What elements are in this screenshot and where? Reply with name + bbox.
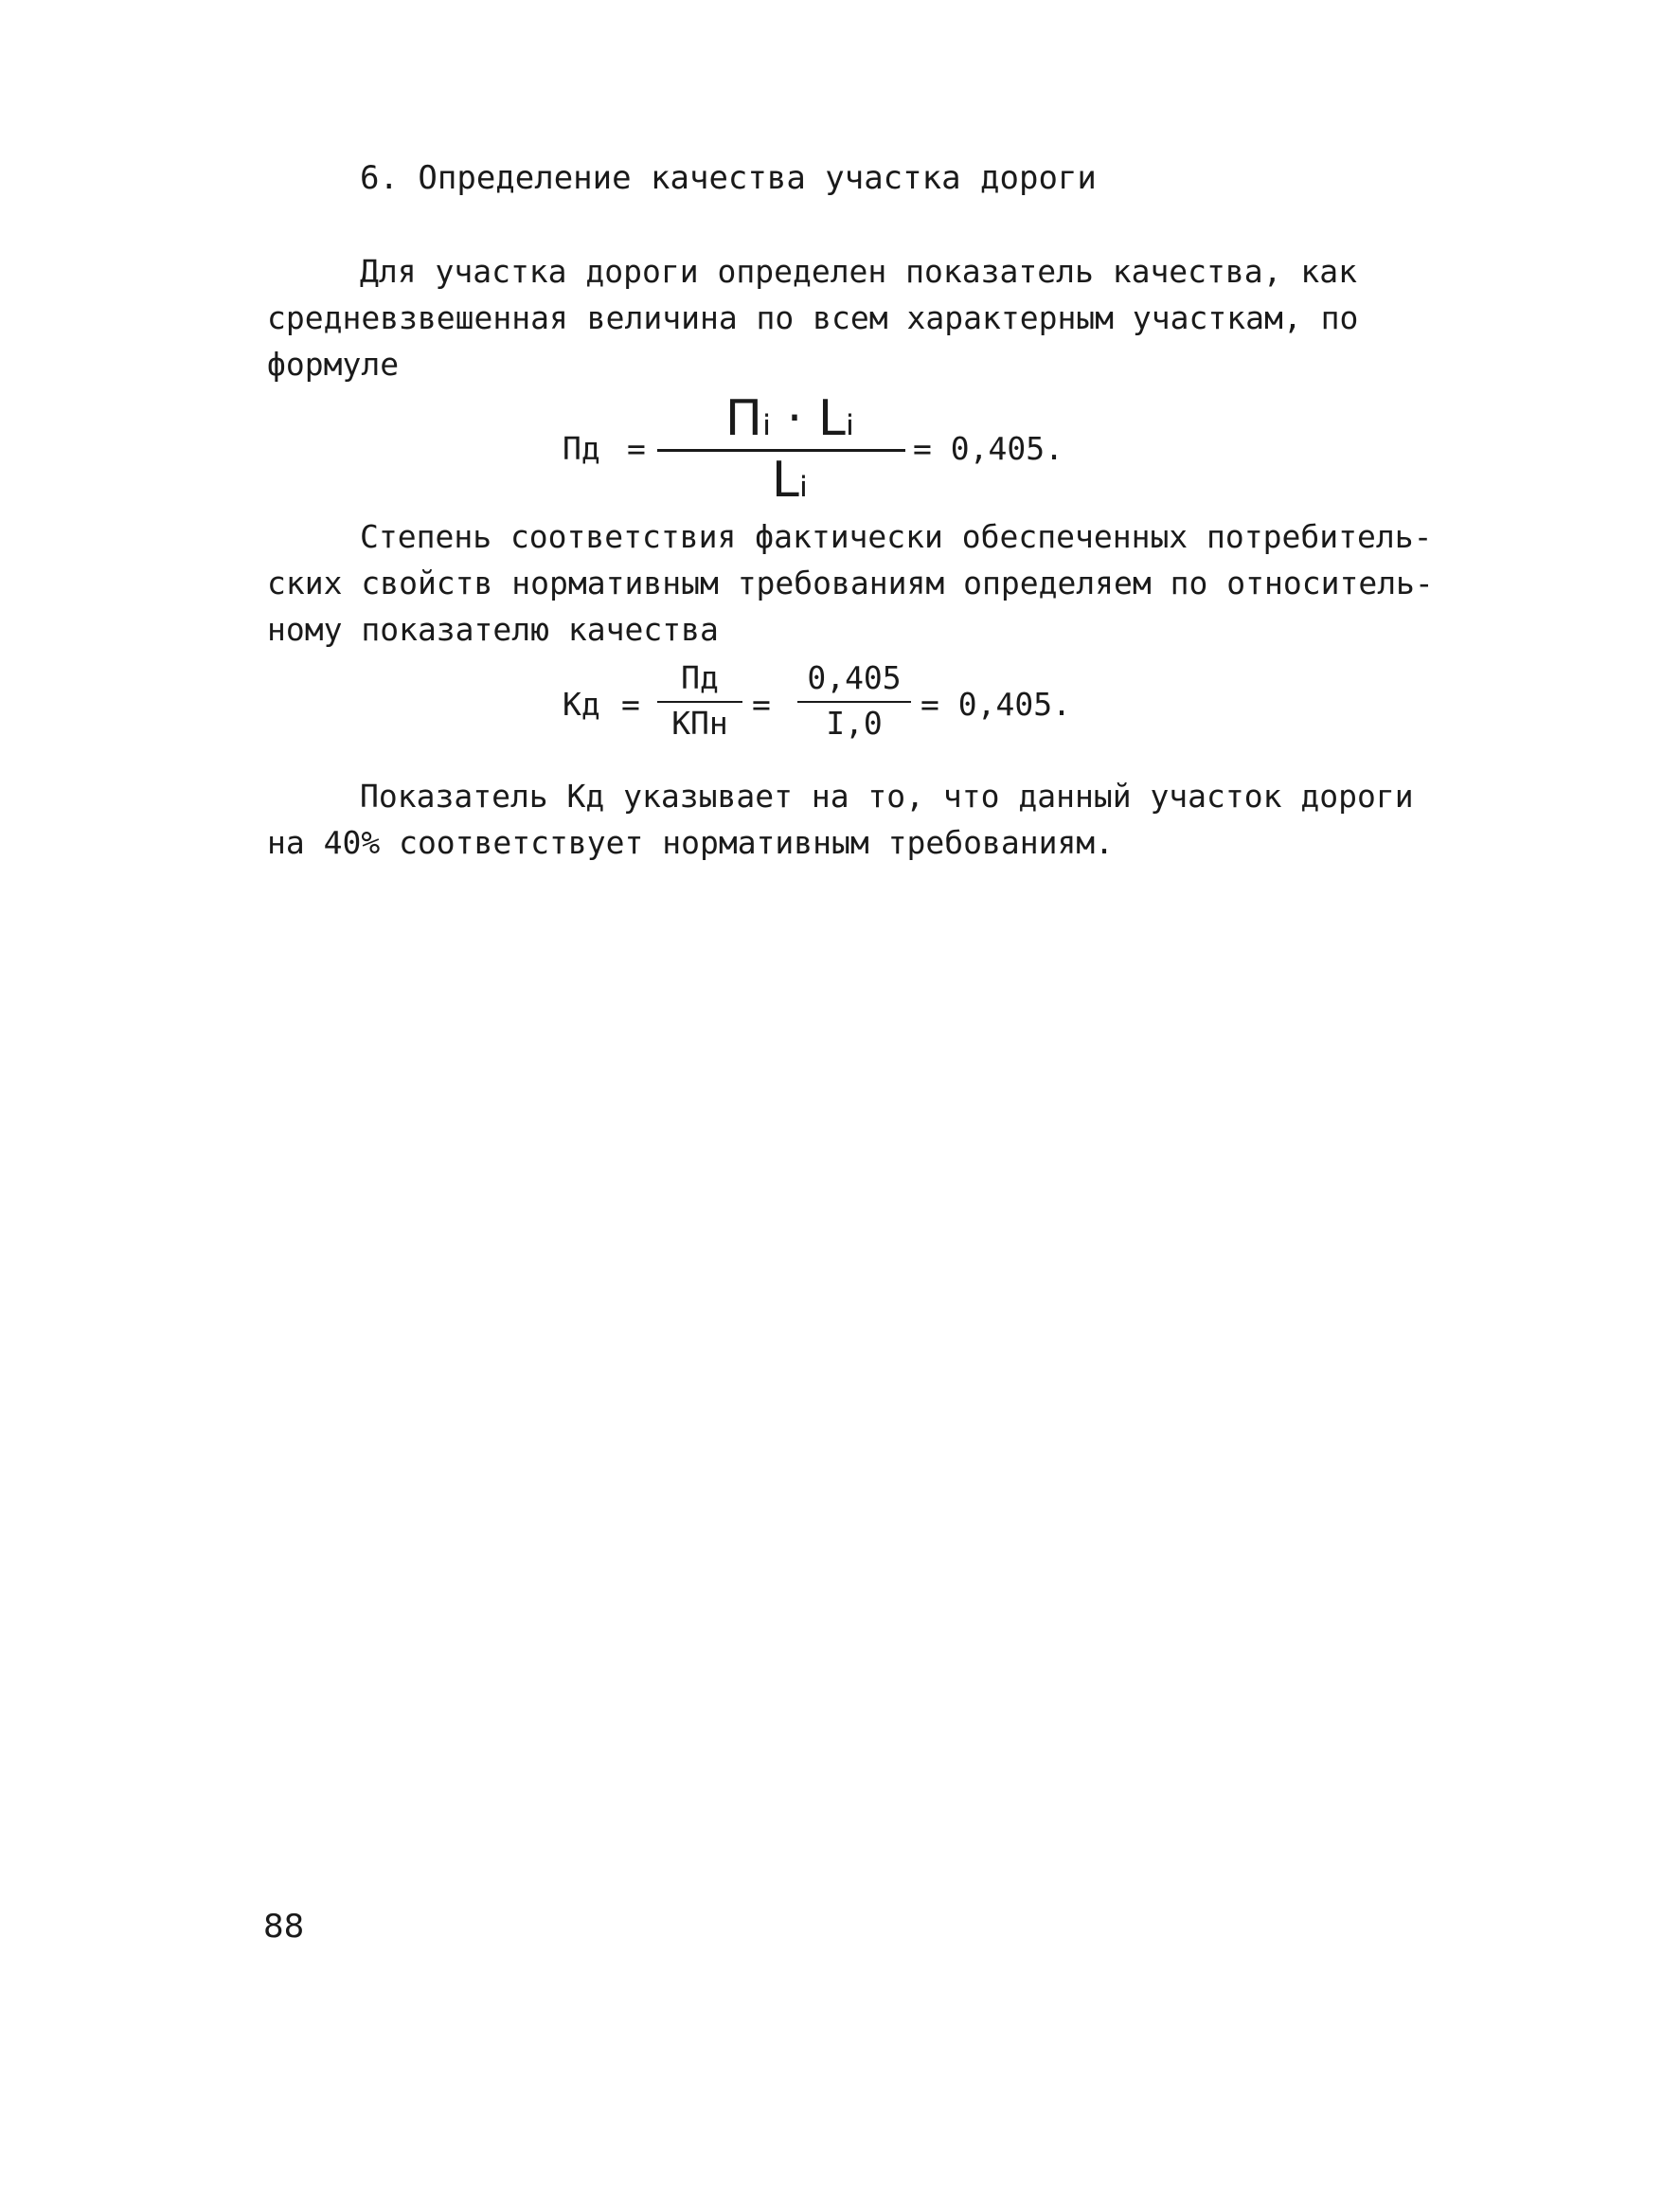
formula-equals: = — [752, 686, 771, 723]
fraction-bar — [797, 701, 911, 703]
formula-lhs: Пд — [563, 430, 600, 467]
formula-relative-quality — [563, 659, 1131, 763]
paragraph-line: на 40% соответствует нормативным требованиям. — [267, 824, 1115, 861]
page-number: 88 — [263, 1908, 305, 1946]
paragraph-quality-indicator — [267, 248, 1460, 387]
formula-denominator: Lᵢ — [771, 452, 809, 509]
section-heading: 6. Определение качества участка дороги — [360, 159, 1097, 197]
formula-denominator: КПн — [671, 705, 728, 742]
formula-numerator: Пд — [681, 659, 719, 696]
paragraph-line: средневзвешенная величина по всем характерным участкам, по — [267, 299, 1359, 336]
paragraph-line: Показатель Кд указывает на то, что данный участок дороги — [360, 778, 1414, 815]
fraction-bar — [657, 701, 742, 703]
formula-result: = 0,405. — [920, 686, 1071, 723]
formula-result: = 0,405. — [913, 430, 1063, 467]
formula-denominator: I,0 — [826, 705, 883, 742]
paragraph-line: ских свойств нормативным требованиям определяем по относитель- — [267, 565, 1434, 601]
paragraph-relative-indicator — [267, 513, 1460, 653]
paragraph-line: Для участка дороги определен показатель качества, как — [360, 253, 1357, 290]
paragraph-conclusion — [267, 773, 1460, 866]
formula-equals: = — [627, 430, 646, 467]
formula-lhs: Кд — [563, 686, 600, 723]
formula-weighted-average — [563, 390, 1112, 513]
paragraph-line: ному показателю качества — [267, 611, 719, 648]
formula-equals: = — [621, 686, 640, 723]
formula-numerator: Пᵢ · Lᵢ — [724, 390, 855, 447]
paragraph-line: формуле — [267, 346, 400, 383]
paragraph-line: Степень соответствия фактически обеспеченных потребитель- — [360, 518, 1433, 555]
formula-numerator: 0,405 — [807, 659, 902, 696]
